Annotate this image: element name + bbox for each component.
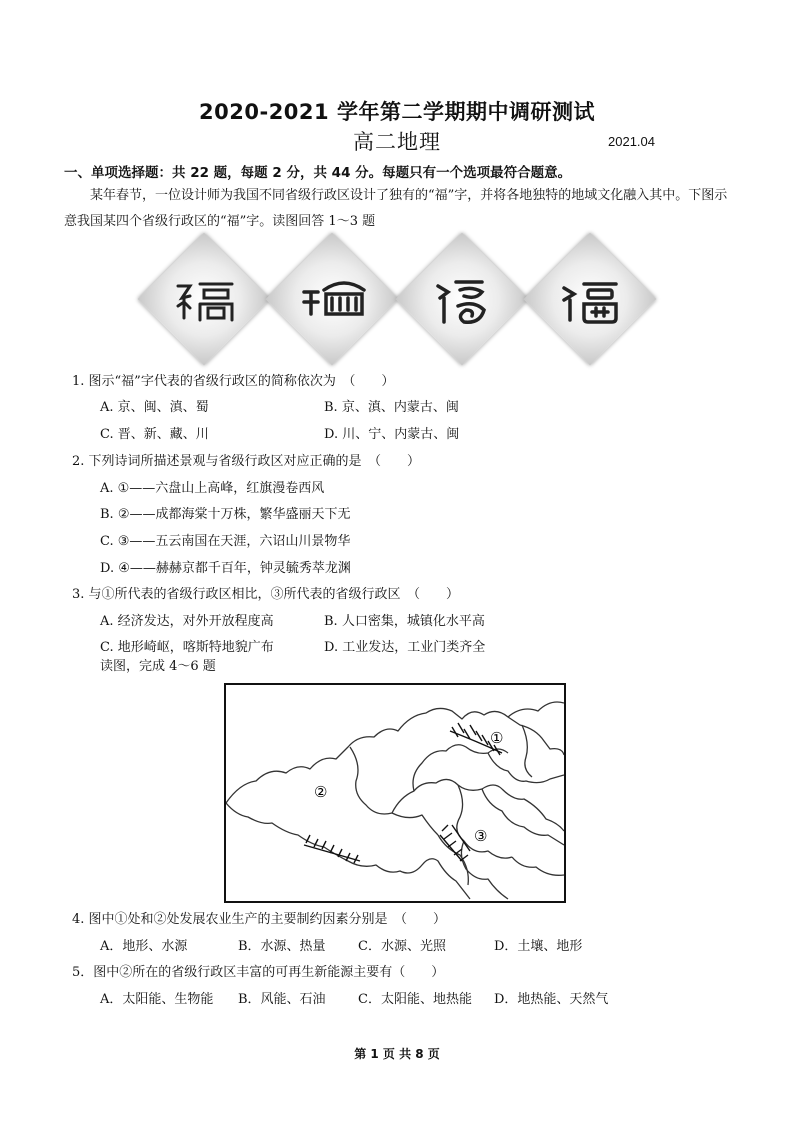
fu-character-4-icon [526,246,656,356]
page-footer: 第 1 页 共 8 页 [354,1047,440,1061]
question-3-option-d[interactable]: D. 工业发达，工业门类齐全 [324,640,486,655]
question-2-option-a[interactable]: A. ①——六盘山上高峰，红旗漫卷西风 [100,481,325,496]
fu-diamond-2 [268,246,398,356]
exam-date: 2021.04 [608,134,655,149]
intro-paragraph: 某年春节，一位设计师为我国不同省级行政区设计了独有的“福”字，并将各地独特的地域文化融入其中。下图示意我国某四个省级行政区的“福”字。读图回答 1～3 题 [64,188,728,229]
question-5-option-c[interactable]: C．太阳能、地热能 [358,992,472,1007]
fu-diamond-4 [526,246,656,356]
question-4-option-a[interactable]: A．地形、水源 [100,939,188,954]
question-2-option-d[interactable]: D. ④——赫赫京都千百年，钟灵毓秀萃龙渊 [100,561,351,576]
question-3-option-c[interactable]: C. 地形崎岖，喀斯特地貌广布 [100,640,274,655]
question-5-option-b[interactable]: B．风能、石油 [238,992,326,1007]
map-figure [224,683,566,903]
figure2-intro: 读图，完成 4～6 题 [100,659,216,674]
exam-subtitle: 高二地理 [353,130,441,154]
question-5-stem: 5．图中②所在的省级行政区丰富的可再生新能源主要有（ ） [72,965,445,980]
question-3-option-b[interactable]: B. 人口密集，城镇化水平高 [324,614,485,629]
question-4-stem: 4. 图中①处和②处发展农业生产的主要制约因素分别是 （ ） [72,912,447,927]
question-4-option-d[interactable]: D．土壤、地形 [494,939,583,954]
map-label-3: ③ [474,827,488,845]
question-1-option-a[interactable]: A. 京、闽、滇、蜀 [100,400,209,415]
fu-character-1-icon [140,246,270,356]
exam-title: 2020-2021 学年第二学期期中调研测试 [199,100,595,124]
question-1-option-b[interactable]: B. 京、滇、内蒙古、闽 [324,400,459,415]
question-4-option-b[interactable]: B．水源、热量 [238,939,326,954]
fu-diamond-3 [398,246,528,356]
map-label-2: ② [314,783,328,801]
section-heading: 一、单项选择题：共 22 题，每题 2 分，共 44 分。每题只有一个选项最符合题意。 [64,165,572,181]
question-2-stem: 2. 下列诗词所描述景观与省级行政区对应正确的是 （ ） [72,454,421,469]
fu-character-2-icon [268,246,398,356]
question-1-option-c[interactable]: C. 晋、新、藏、川 [100,427,209,442]
question-1-option-d[interactable]: D. 川、宁、内蒙古、闽 [324,427,460,442]
question-2-option-b[interactable]: B. ②——成都海棠十万株，繁华盛丽天下无 [100,507,351,522]
fu-diamond-1 [140,246,270,356]
question-3-option-a[interactable]: A. 经济发达，对外开放程度高 [100,614,274,629]
question-5-option-a[interactable]: A．太阳能、生物能 [100,992,214,1007]
map-label-1: ① [490,729,504,747]
question-2-option-c[interactable]: C. ③——五云南国在天涯，六诏山川景物华 [100,534,351,549]
question-4-option-c[interactable]: C．水源、光照 [358,939,446,954]
region-map [226,685,564,901]
question-3-stem: 3. 与①所代表的省级行政区相比，③所代表的省级行政区 （ ） [72,587,460,602]
question-1-stem: 1. 图示“福”字代表的省级行政区的简称依次为 （ ） [72,374,395,389]
fu-character-3-icon [398,246,528,356]
question-5-option-d[interactable]: D．地热能、天然气 [494,992,609,1007]
